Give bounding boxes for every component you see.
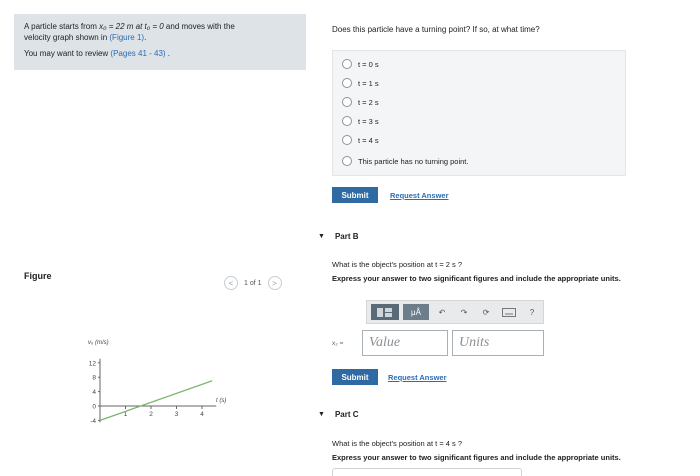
y-axis-label: vₓ (m/s)	[88, 340, 109, 346]
next-figure-button[interactable]: >	[268, 276, 282, 290]
pages-link[interactable]: (Pages 41 - 43)	[110, 49, 166, 58]
radio-button[interactable]	[342, 156, 352, 166]
part-b-submit-button[interactable]: Submit	[332, 369, 378, 385]
part-a-submit-button[interactable]: Submit	[332, 187, 378, 203]
answer-row	[332, 330, 544, 356]
option-label: t = 0 s	[358, 59, 379, 69]
y-tick-label: -4	[90, 417, 96, 425]
chevron-down-icon: ▼	[318, 411, 325, 418]
option-label: t = 2 s	[358, 97, 379, 107]
problem-text: A particle starts from	[24, 22, 100, 31]
prev-figure-button[interactable]: <	[224, 276, 238, 290]
velocity-graph	[80, 336, 240, 428]
problem-text: velocity graph shown in	[24, 33, 110, 42]
option-label: t = 1 s	[358, 78, 379, 88]
part-c-title: Part C	[334, 410, 359, 419]
problem-text: .	[144, 33, 147, 42]
value-input[interactable]: Value	[362, 330, 448, 356]
x-tick-label: 4	[200, 411, 204, 418]
radio-button[interactable]	[342, 78, 352, 88]
review-text: .	[165, 49, 171, 58]
part-b-question: What is the object's position at t = 2 s ?	[332, 260, 463, 269]
part-c-input-box[interactable]	[332, 468, 522, 476]
templates-icon	[377, 307, 393, 318]
keyboard-shape	[502, 308, 516, 317]
x-tick-label: 3	[174, 411, 179, 418]
templates-button[interactable]	[371, 304, 399, 320]
option-label: This particle has no turning point.	[358, 156, 469, 166]
y-tick-label: 4	[92, 389, 96, 397]
variable-label: x₂ =	[332, 339, 344, 347]
radio-button[interactable]	[342, 59, 352, 69]
problem-statement	[14, 14, 306, 70]
part-c-header[interactable]	[318, 410, 359, 419]
y-tick-label: 12	[88, 360, 96, 368]
answer-options	[332, 50, 626, 176]
pager-text: 1 of 1	[244, 279, 262, 287]
y-tick-label: 8	[92, 374, 96, 382]
help-button[interactable]: ?	[529, 307, 535, 317]
problem-text: and moves with the	[163, 22, 235, 31]
review-text: You may want to review	[24, 49, 111, 58]
part-c-question: What is the object's position at t = 4 s ?	[332, 439, 463, 448]
undo-icon[interactable]: ↶	[438, 307, 446, 317]
part-c-instructions: Express your answer to two significant figures and include the appropriate units.	[332, 453, 621, 462]
figure-pager	[224, 276, 282, 290]
x-axis-label: t (s)	[216, 398, 227, 404]
math-toolbar	[366, 300, 544, 324]
option-t1[interactable]	[342, 78, 379, 88]
part-a-request-answer-link[interactable]: Request Answer	[390, 191, 449, 200]
figure-label: Figure	[24, 271, 52, 281]
part-b-instructions: Express your answer to two significant figures and include the appropriate units.	[332, 274, 621, 283]
units-mu-button[interactable]: μÅ	[403, 304, 429, 320]
option-t2[interactable]	[342, 97, 379, 107]
keyboard-icon[interactable]	[499, 304, 519, 320]
part-a-question: Does this particle have a turning point? If so, at what time?	[332, 25, 540, 34]
x-tick-label: 1	[123, 411, 128, 418]
option-label: t = 4 s	[358, 135, 379, 145]
option-no-turning-point[interactable]	[342, 156, 468, 166]
radio-button[interactable]	[342, 97, 352, 107]
initial-conditions: x₀ = 22 m at t₀ = 0	[99, 22, 164, 31]
option-label: t = 3 s	[358, 116, 379, 126]
redo-icon[interactable]: ↷	[460, 307, 468, 317]
part-b-header[interactable]	[318, 232, 359, 241]
option-t3[interactable]	[342, 116, 379, 126]
x-tick-label: 2	[149, 411, 153, 418]
option-t0[interactable]	[342, 59, 379, 69]
velocity-line	[100, 381, 212, 421]
units-input[interactable]: Units	[452, 330, 544, 356]
figure-link[interactable]: (Figure 1)	[109, 33, 145, 42]
y-tick-label: 0	[92, 403, 96, 411]
part-b-request-answer-link[interactable]: Request Answer	[388, 373, 447, 382]
part-b-title: Part B	[334, 232, 359, 241]
radio-button[interactable]	[342, 116, 352, 126]
chevron-down-icon: ▼	[318, 233, 325, 240]
option-t4[interactable]	[342, 135, 379, 145]
radio-button[interactable]	[342, 135, 352, 145]
reset-icon[interactable]: ⟳	[482, 307, 490, 317]
